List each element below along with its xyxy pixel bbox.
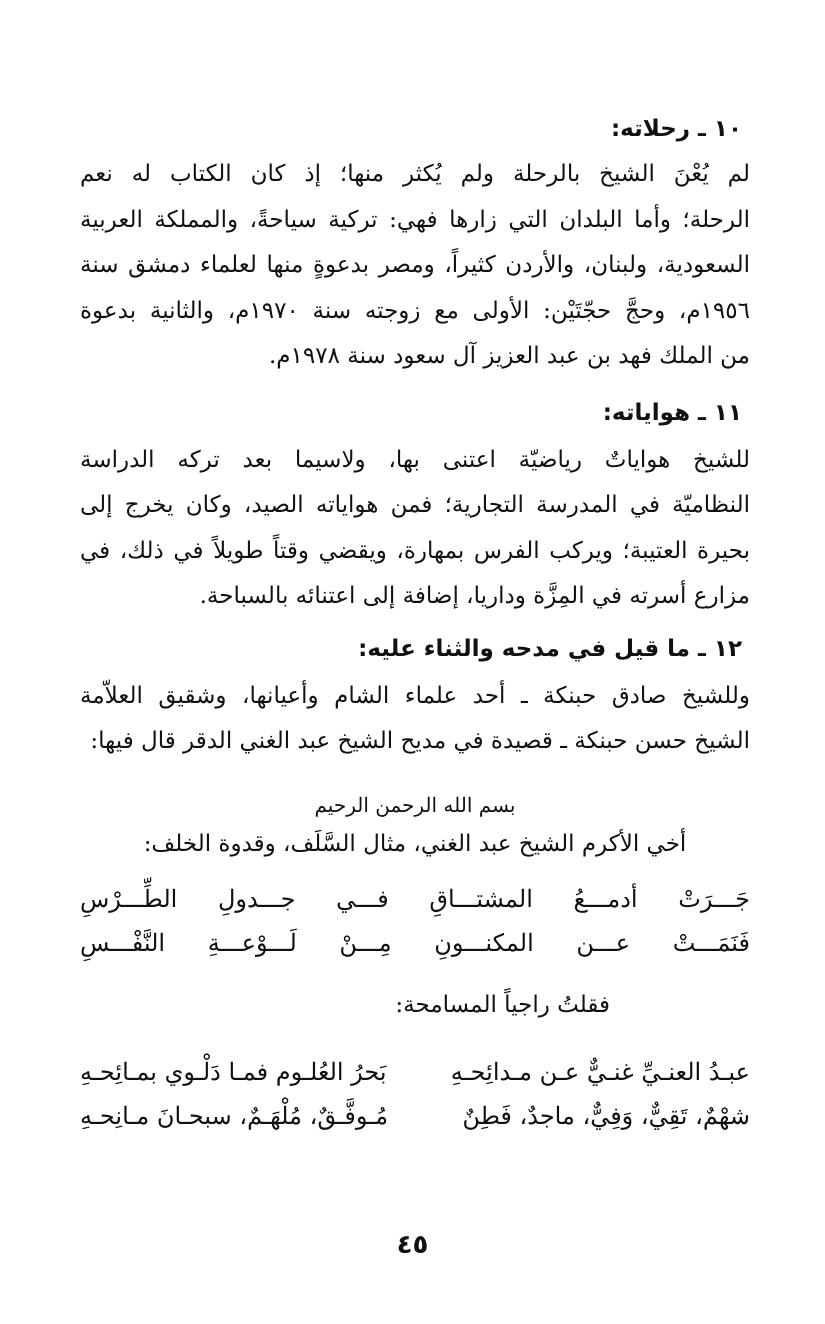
letter-greeting: أخي الأكرم الشيخ عبد الغني، مثال السَّلَف، وقدوة الخلف:: [143, 830, 687, 857]
paragraph-hobbies: [80, 438, 750, 620]
verse-line: جَـــرَتْ أدمـــعُ المشتـــاقِ فـــي جـــدولِ الطِّـــرْسِ: [80, 884, 750, 913]
document-page: [80, 112, 750, 1292]
text-line: النظاميّة في المدرسة التجارية؛ فمن هواياته الصيد، وكان يخرج إلى: [80, 492, 750, 518]
verse-row: [80, 1050, 750, 1094]
verse-hemistich-right: شهْمٌ، تَقِيٌّ، وَفِيٌّ، ماجدٌ، فَطِنٌ: [462, 1102, 750, 1130]
verse-line: فَنَمَـــتْ عـــن المكنـــونِ مِـــنْ لَـــوْعـــةِ النَّفْـــسِ: [80, 928, 750, 957]
basmala: بسم الله الرحمن الرحيم: [314, 792, 516, 817]
poem-block-1: [80, 877, 750, 965]
verse-hemistich-left: بَحرُ العُلـوم فمـا دَلْـوي بمـائِحـهِ: [80, 1058, 387, 1086]
poem-block-2: [80, 1050, 750, 1138]
verse-row: [80, 1094, 750, 1138]
text-line: وللشيخ صادق حبنكة ـ أحد علماء الشام وأعيانها، وشقيق العلاّمة: [80, 682, 750, 709]
text-line: الرحلة؛ وأما البلدان التي زارها فهي: تركية سياحةً، والمملكة العربية: [80, 206, 750, 233]
text-line: لم يُعْنَ الشيخ بالرحلة ولم يُكثر منها؛ إذ كان الكتاب له نعم: [80, 161, 750, 187]
verse-hemistich-right: عبـدُ العنـيِّ غنـيٌّ عـن مـدائِحـهِ: [450, 1058, 750, 1086]
section-heading-travels: ١٠ ـ رحلاته:: [610, 116, 742, 142]
text-line: بحيرة العتيبة؛ ويركب الفرس بمهارة، ويقضي وقتاً طويلاً في ذلك، في: [80, 537, 750, 564]
verse-hemistich-left: مُـوفَّـقٌ، مُلْهَـمٌ، سبحـانَ مـانِحـهِ: [80, 1102, 389, 1130]
text-line: من الملك فهد بن عبد العزيز آل سعود سنة ١٩٧٨م.: [268, 343, 750, 369]
paragraph-praise: [80, 674, 750, 765]
section-heading-praise: ١٢ ـ ما قيل في مدحه والثناء عليه:: [358, 635, 742, 662]
text-line: السعودية، ولبنان، والأردن كثيراً، ومصر بدعوةٍ منها لعلماء دمشق سنة: [80, 252, 750, 278]
text-line: الشيخ حسن حبنكة ـ قصيدة في مديح الشيخ عبد الغني الدقر قال فيها:: [90, 728, 750, 754]
transition-line: فقلتُ راجياً المسامحة:: [395, 991, 610, 1018]
text-line: للشيخ هواياتٌ رياضيّة اعتنى بها، ولاسيما بعد تركه الدراسة: [80, 446, 750, 473]
section-heading-hobbies: ١١ ـ هواياته:: [602, 399, 742, 426]
paragraph-travels: [80, 152, 750, 380]
text-line: ١٩٥٦م، وحجَّ حجّتَيْن: الأولى مع زوجته سنة ١٩٧٠م، والثانية بدعوة: [80, 297, 750, 324]
text-line: مزارع أسرته في المِزَّة وداريا، إضافة إلى اعتنائه بالسباحة.: [199, 583, 750, 609]
page-number: ٤٥: [396, 1230, 429, 1260]
